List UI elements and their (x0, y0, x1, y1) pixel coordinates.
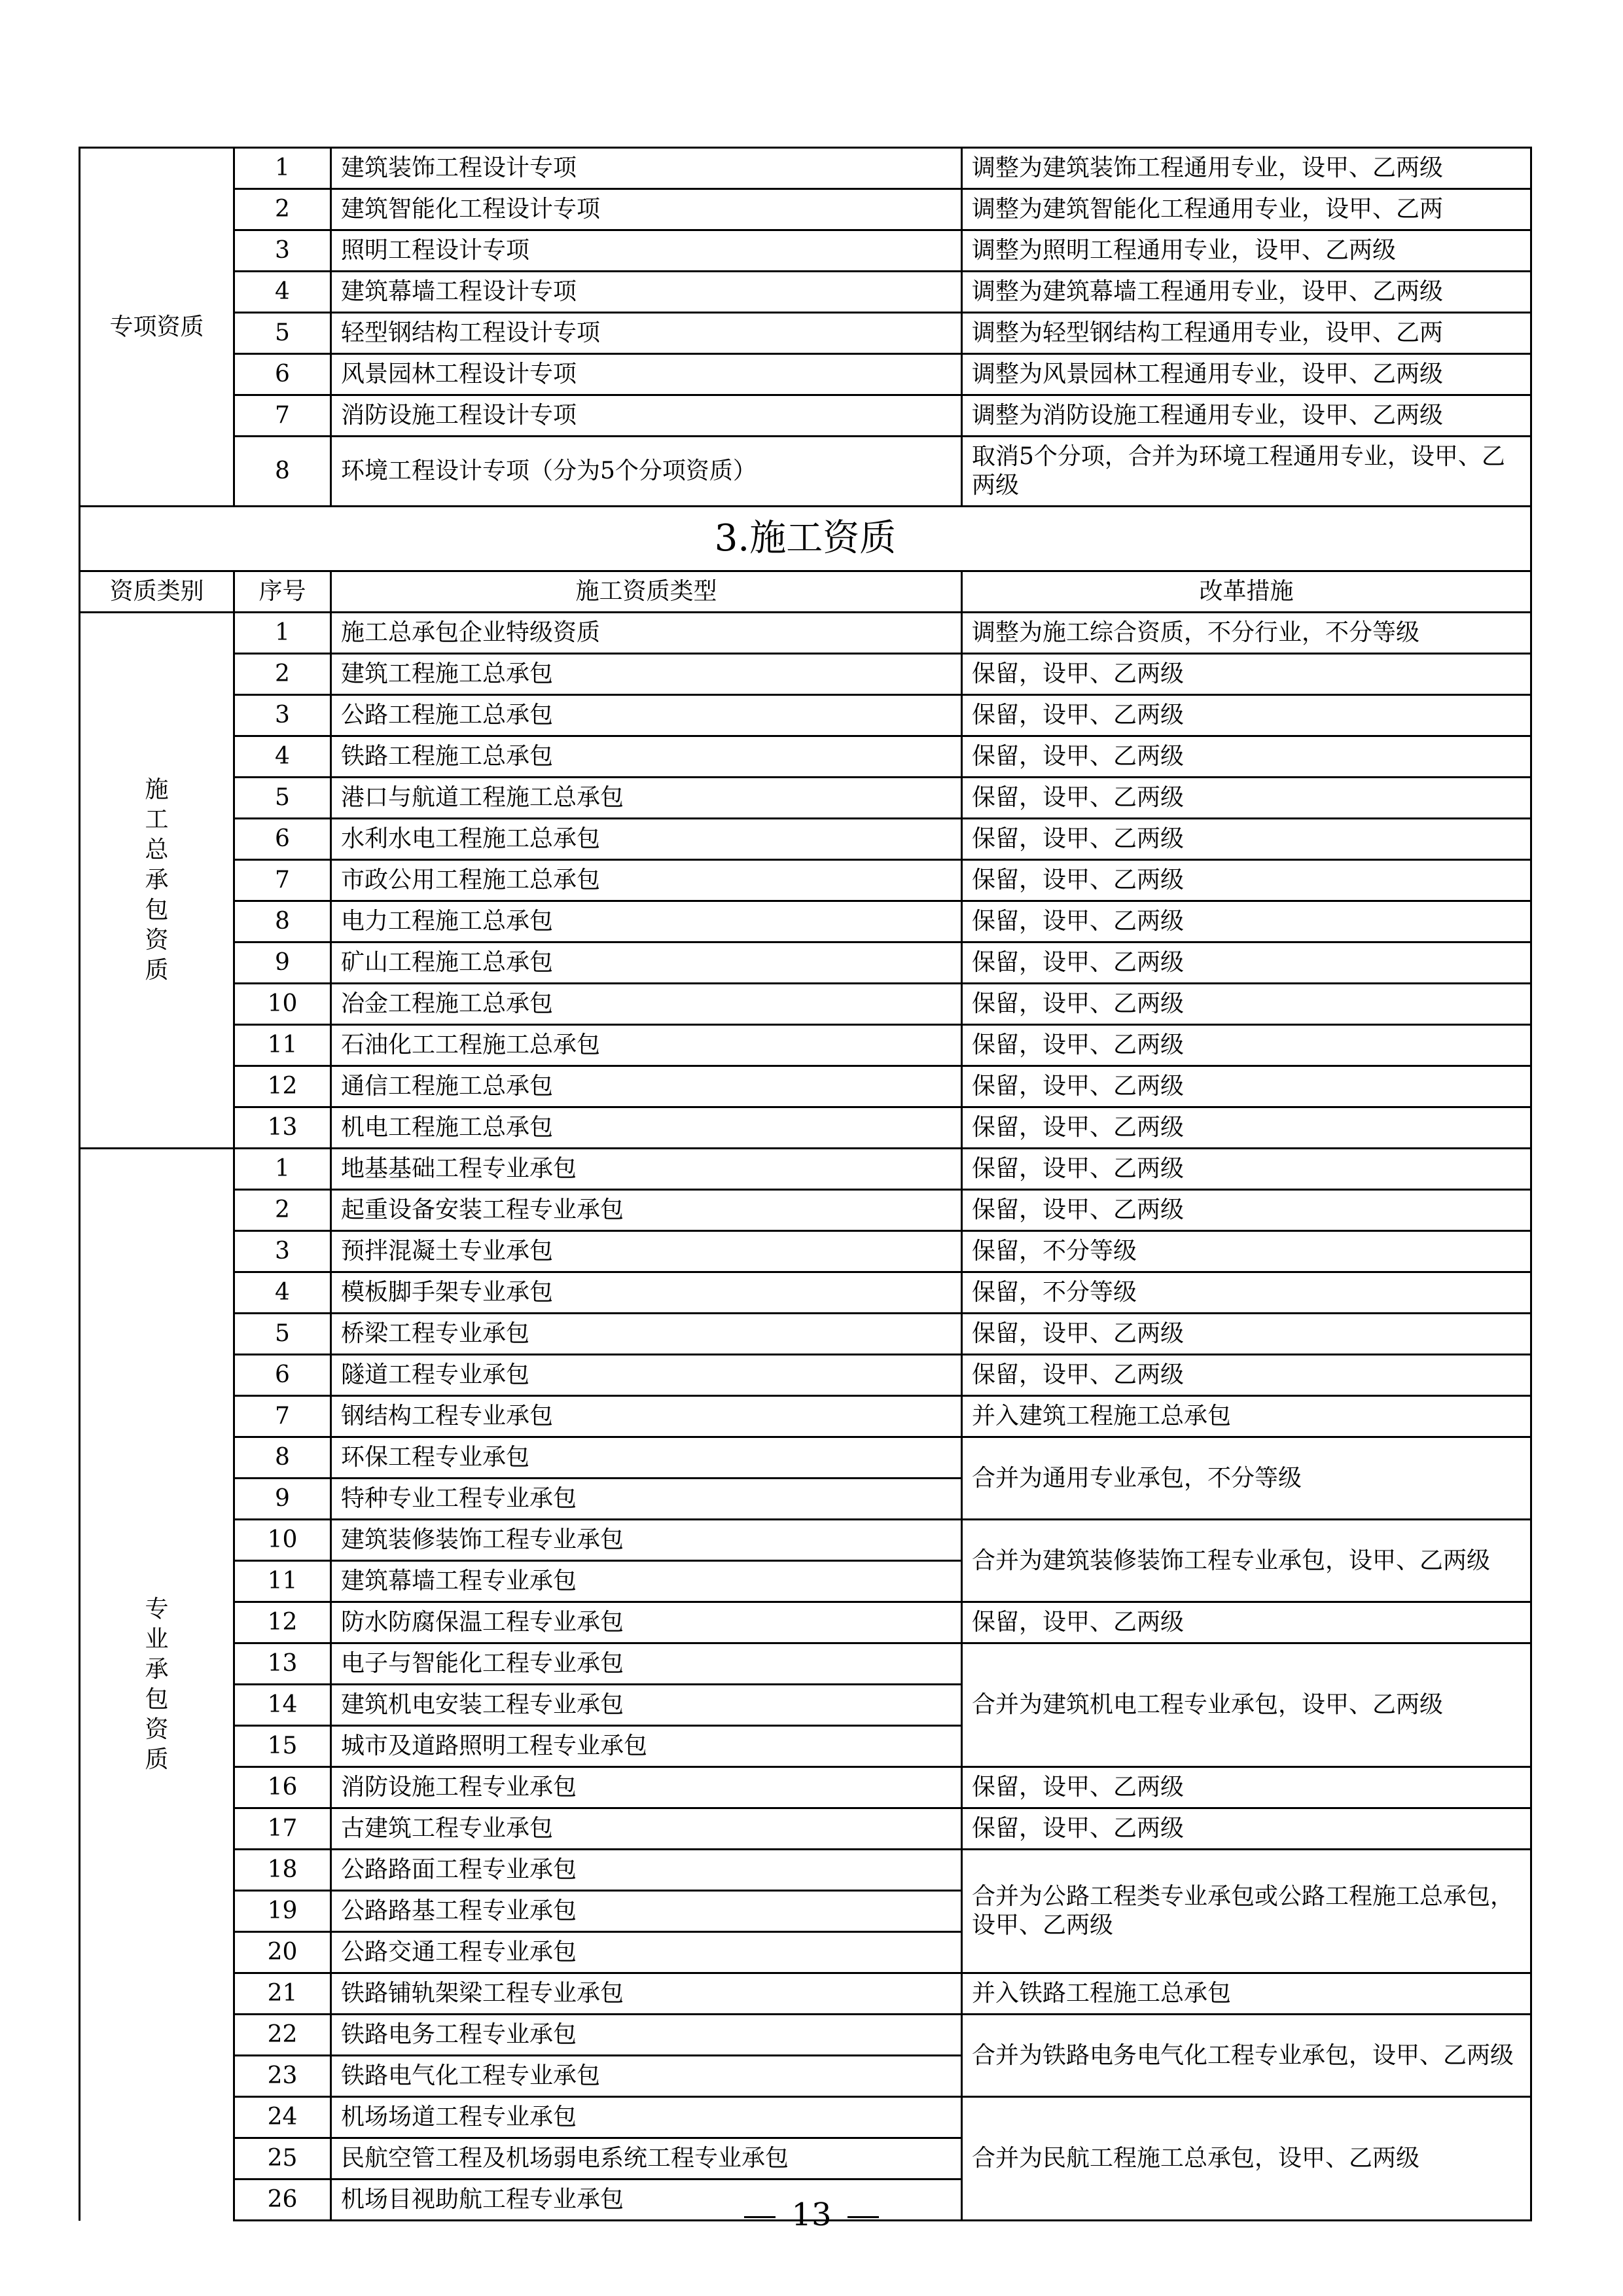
measure-cell: 调整为建筑智能化工程通用专业，设甲、乙两 (962, 189, 1531, 230)
seq-cell: 21 (234, 1973, 331, 2015)
seq-cell: 1 (234, 148, 331, 189)
section-title: 3.施工资质 (80, 507, 1531, 571)
seq-cell: 13 (234, 1107, 331, 1149)
section-title-row (80, 507, 1531, 571)
measure-cell: 保留，设甲、乙两级 (962, 901, 1531, 942)
seq-cell: 26 (234, 2179, 331, 2221)
measure-cell: 合并为建筑装修装饰工程专业承包，设甲、乙两级 (962, 1520, 1531, 1602)
seq-cell: 5 (234, 1314, 331, 1355)
seq-cell: 3 (234, 230, 331, 272)
measure-cell: 调整为消防设施工程通用专业，设甲、乙两级 (962, 395, 1531, 437)
page-number: 13 (791, 2197, 832, 2233)
table-row (80, 1767, 1531, 1808)
header-seq: 序号 (234, 571, 331, 613)
measure-cell: 保留，设甲、乙两级 (962, 1149, 1531, 1190)
measure-cell: 保留，设甲、乙两级 (962, 1808, 1531, 1850)
table-row (80, 1602, 1531, 1643)
table-row (80, 1808, 1531, 1850)
measure-cell: 保留，设甲、乙两级 (962, 1107, 1531, 1149)
type-cell: 轻型钢结构工程设计专项 (331, 313, 962, 354)
type-cell: 电子与智能化工程专业承包 (331, 1643, 962, 1685)
measure-cell: 保留，设甲、乙两级 (962, 1314, 1531, 1355)
header-type: 施工资质类型 (331, 571, 962, 613)
table-row (80, 942, 1531, 984)
table-row (80, 736, 1531, 778)
seq-cell: 10 (234, 984, 331, 1025)
table-row (80, 1437, 1531, 1479)
type-cell: 通信工程施工总承包 (331, 1066, 962, 1107)
seq-cell: 3 (234, 695, 331, 736)
seq-cell: 8 (234, 1437, 331, 1479)
type-cell: 隧道工程专业承包 (331, 1355, 962, 1396)
measure-cell: 合并为建筑机电工程专业承包，设甲、乙两级 (962, 1643, 1531, 1767)
table-row (80, 2097, 1531, 2138)
measure-cell: 合并为公路工程类专业承包或公路工程施工总承包，设甲、乙两级 (962, 1850, 1531, 1973)
measure-cell: 保留，设甲、乙两级 (962, 819, 1531, 860)
seq-cell: 17 (234, 1808, 331, 1850)
type-cell: 铁路电务工程专业承包 (331, 2015, 962, 2056)
seq-cell: 9 (234, 1479, 331, 1520)
seq-cell: 3 (234, 1231, 331, 1272)
table-row (80, 1850, 1531, 1891)
type-cell: 钢结构工程专业承包 (331, 1396, 962, 1437)
type-cell: 公路交通工程专业承包 (331, 1932, 962, 1973)
measure-cell: 保留，不分等级 (962, 1272, 1531, 1314)
seq-cell: 6 (234, 1355, 331, 1396)
seq-cell: 2 (234, 189, 331, 230)
seq-cell: 11 (234, 1561, 331, 1602)
type-cell: 预拌混凝土专业承包 (331, 1231, 962, 1272)
seq-cell: 6 (234, 354, 331, 395)
page-number-footer (0, 2197, 1623, 2233)
type-cell: 建筑幕墙工程设计专项 (331, 272, 962, 313)
measure-cell: 保留，设甲、乙两级 (962, 1190, 1531, 1231)
measure-cell: 调整为照明工程通用专业，设甲、乙两级 (962, 230, 1531, 272)
category-cell-general (80, 613, 234, 1149)
measure-cell: 并入铁路工程施工总承包 (962, 1973, 1531, 2015)
type-cell: 水利水电工程施工总承包 (331, 819, 962, 860)
table-row (80, 695, 1531, 736)
measure-cell: 保留，设甲、乙两级 (962, 695, 1531, 736)
measure-cell: 调整为建筑幕墙工程通用专业，设甲、乙两级 (962, 272, 1531, 313)
seq-cell: 24 (234, 2097, 331, 2138)
type-cell: 古建筑工程专业承包 (331, 1808, 962, 1850)
seq-cell: 1 (234, 1149, 331, 1190)
measure-cell: 保留，设甲、乙两级 (962, 736, 1531, 778)
category-label: 施工总承包资质 (145, 776, 169, 984)
seq-cell: 13 (234, 1643, 331, 1685)
measure-cell: 保留，设甲、乙两级 (962, 654, 1531, 695)
category-cell-special: 专项资质 (80, 148, 234, 507)
right-dash (847, 2216, 879, 2218)
seq-cell: 6 (234, 819, 331, 860)
seq-cell: 8 (234, 437, 331, 507)
type-cell: 矿山工程施工总承包 (331, 942, 962, 984)
seq-cell: 12 (234, 1602, 331, 1643)
type-cell: 建筑工程施工总承包 (331, 654, 962, 695)
measure-cell: 合并为通用专业承包，不分等级 (962, 1437, 1531, 1520)
measure-cell: 合并为民航工程施工总承包，设甲、乙两级 (962, 2097, 1531, 2221)
table-row (80, 313, 1531, 354)
type-cell: 港口与航道工程施工总承包 (331, 778, 962, 819)
table-row (80, 1520, 1531, 1561)
seq-cell: 12 (234, 1066, 331, 1107)
measure-cell: 合并为铁路电务电气化工程专业承包，设甲、乙两级 (962, 2015, 1531, 2097)
type-cell: 照明工程设计专项 (331, 230, 962, 272)
seq-cell: 9 (234, 942, 331, 984)
type-cell: 铁路电气化工程专业承包 (331, 2056, 962, 2097)
measure-cell: 保留，设甲、乙两级 (962, 1355, 1531, 1396)
type-cell: 建筑机电安装工程专业承包 (331, 1685, 962, 1726)
seq-cell: 23 (234, 2056, 331, 2097)
table-row (80, 901, 1531, 942)
table-row (80, 1314, 1531, 1355)
seq-cell: 4 (234, 272, 331, 313)
table-row (80, 437, 1531, 507)
seq-cell: 5 (234, 313, 331, 354)
type-cell: 公路路基工程专业承包 (331, 1891, 962, 1932)
measure-cell: 保留，设甲、乙两级 (962, 1025, 1531, 1066)
seq-cell: 7 (234, 395, 331, 437)
measure-cell: 保留，设甲、乙两级 (962, 984, 1531, 1025)
seq-cell: 15 (234, 1726, 331, 1767)
table-row (80, 1272, 1531, 1314)
category-cell-specialty (80, 1149, 234, 2221)
type-cell: 铁路工程施工总承包 (331, 736, 962, 778)
header-category: 资质类别 (80, 571, 234, 613)
type-cell: 风景园林工程设计专项 (331, 354, 962, 395)
measure-cell: 保留，不分等级 (962, 1231, 1531, 1272)
table-row (80, 1973, 1531, 2015)
seq-cell: 14 (234, 1685, 331, 1726)
seq-cell: 7 (234, 860, 331, 901)
seq-cell: 18 (234, 1850, 331, 1891)
measure-cell: 调整为建筑装饰工程通用专业，设甲、乙两级 (962, 148, 1531, 189)
seq-cell: 22 (234, 2015, 331, 2056)
measure-cell: 保留，设甲、乙两级 (962, 1767, 1531, 1808)
left-dash (744, 2216, 776, 2218)
type-cell: 城市及道路照明工程专业承包 (331, 1726, 962, 1767)
qualification-table (79, 147, 1532, 2221)
type-cell: 民航空管工程及机场弱电系统工程专业承包 (331, 2138, 962, 2179)
measure-cell: 保留，设甲、乙两级 (962, 860, 1531, 901)
header-row (80, 571, 1531, 613)
type-cell: 电力工程施工总承包 (331, 901, 962, 942)
table-row (80, 1066, 1531, 1107)
type-cell: 建筑幕墙工程专业承包 (331, 1561, 962, 1602)
type-cell: 冶金工程施工总承包 (331, 984, 962, 1025)
table-row (80, 148, 1531, 189)
type-cell: 建筑智能化工程设计专项 (331, 189, 962, 230)
type-cell: 机场场道工程专业承包 (331, 2097, 962, 2138)
category-label: 专业承包资质 (145, 1596, 169, 1774)
table-row (80, 654, 1531, 695)
type-cell: 施工总承包企业特级资质 (331, 613, 962, 654)
measure-cell: 调整为风景园林工程通用专业，设甲、乙两级 (962, 354, 1531, 395)
type-cell: 铁路铺轨架梁工程专业承包 (331, 1973, 962, 2015)
measure-cell: 保留，设甲、乙两级 (962, 1602, 1531, 1643)
table-row (80, 984, 1531, 1025)
table-row (80, 272, 1531, 313)
table-row (80, 613, 1531, 654)
measure-cell: 保留，设甲、乙两级 (962, 1066, 1531, 1107)
seq-cell: 11 (234, 1025, 331, 1066)
type-cell: 石油化工工程施工总承包 (331, 1025, 962, 1066)
measure-cell: 调整为轻型钢结构工程通用专业，设甲、乙两 (962, 313, 1531, 354)
table-row (80, 1190, 1531, 1231)
table-row (80, 860, 1531, 901)
measure-cell: 取消5个分项，合并为环境工程通用专业，设甲、乙两级 (962, 437, 1531, 507)
table-row (80, 1107, 1531, 1149)
seq-cell: 25 (234, 2138, 331, 2179)
seq-cell: 10 (234, 1520, 331, 1561)
table-row (80, 1355, 1531, 1396)
seq-cell: 4 (234, 736, 331, 778)
table-row (80, 1396, 1531, 1437)
seq-cell: 16 (234, 1767, 331, 1808)
seq-cell: 5 (234, 778, 331, 819)
seq-cell: 2 (234, 654, 331, 695)
table-row (80, 778, 1531, 819)
type-cell: 市政公用工程施工总承包 (331, 860, 962, 901)
type-cell: 建筑装饰工程设计专项 (331, 148, 962, 189)
type-cell: 起重设备安装工程专业承包 (331, 1190, 962, 1231)
type-cell: 特种专业工程专业承包 (331, 1479, 962, 1520)
table-row (80, 395, 1531, 437)
table-row (80, 2015, 1531, 2056)
type-cell: 模板脚手架专业承包 (331, 1272, 962, 1314)
type-cell: 环境工程设计专项（分为5个分项资质） (331, 437, 962, 507)
type-cell: 机电工程施工总承包 (331, 1107, 962, 1149)
type-cell: 建筑装修装饰工程专业承包 (331, 1520, 962, 1561)
type-cell: 公路工程施工总承包 (331, 695, 962, 736)
table-row (80, 189, 1531, 230)
type-cell: 公路路面工程专业承包 (331, 1850, 962, 1891)
table-row (80, 1149, 1531, 1190)
type-cell: 消防设施工程设计专项 (331, 395, 962, 437)
table-row (80, 230, 1531, 272)
type-cell: 环保工程专业承包 (331, 1437, 962, 1479)
table-row (80, 1643, 1531, 1685)
seq-cell: 19 (234, 1891, 331, 1932)
seq-cell: 2 (234, 1190, 331, 1231)
measure-cell: 调整为施工综合资质，不分行业，不分等级 (962, 613, 1531, 654)
measure-cell: 保留，设甲、乙两级 (962, 942, 1531, 984)
table-row (80, 354, 1531, 395)
type-cell: 消防设施工程专业承包 (331, 1767, 962, 1808)
seq-cell: 8 (234, 901, 331, 942)
seq-cell: 7 (234, 1396, 331, 1437)
seq-cell: 20 (234, 1932, 331, 1973)
type-cell: 桥梁工程专业承包 (331, 1314, 962, 1355)
seq-cell: 4 (234, 1272, 331, 1314)
measure-cell: 保留，设甲、乙两级 (962, 778, 1531, 819)
type-cell: 机场目视助航工程专业承包 (331, 2179, 962, 2221)
type-cell: 地基基础工程专业承包 (331, 1149, 962, 1190)
seq-cell: 1 (234, 613, 331, 654)
header-measure: 改革措施 (962, 571, 1531, 613)
measure-cell: 并入建筑工程施工总承包 (962, 1396, 1531, 1437)
table-row (80, 1025, 1531, 1066)
type-cell: 防水防腐保温工程专业承包 (331, 1602, 962, 1643)
table-row (80, 819, 1531, 860)
table-row (80, 1231, 1531, 1272)
